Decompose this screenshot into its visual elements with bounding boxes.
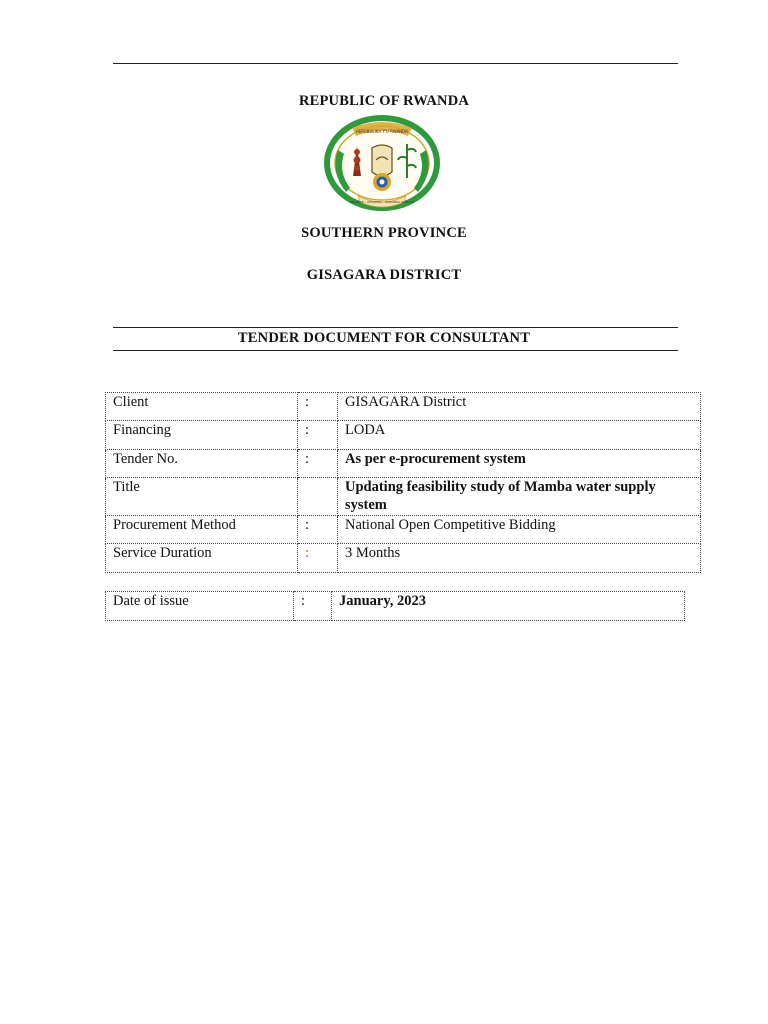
row-separator: :	[298, 544, 338, 573]
issue-separator: :	[294, 592, 332, 621]
table-row	[106, 478, 701, 516]
row-separator: :	[298, 450, 338, 478]
row-value: GISAGARA District	[338, 393, 701, 421]
row-value: LODA	[338, 421, 701, 450]
table-row	[106, 450, 701, 478]
row-separator: :	[298, 516, 338, 544]
table-row	[106, 592, 685, 621]
table-row	[106, 393, 701, 421]
row-value: Updating feasibility study of Mamba water supply system	[338, 478, 701, 516]
table-row	[106, 516, 701, 544]
row-label: Title	[106, 478, 298, 516]
district-heading: GISAGARA DISTRICT	[306, 267, 462, 283]
top-rule	[113, 63, 678, 64]
table-row	[106, 544, 701, 573]
emblem-bottom-text: UBUMWE - UMURIMO - GUKUNDA IGIHUGU	[350, 200, 414, 204]
issue-date-table	[105, 591, 685, 621]
row-value: National Open Competitive Bidding	[338, 516, 701, 544]
row-value: As per e-procurement system	[338, 450, 701, 478]
row-label: Financing	[106, 421, 298, 450]
title-bottom-rule	[113, 350, 678, 351]
country-heading: REPUBLIC OF RWANDA	[298, 93, 470, 109]
province-heading: SOUTHERN PROVINCE	[301, 225, 467, 241]
row-value: 3 Months	[338, 544, 701, 573]
table-row	[106, 421, 701, 450]
document-title: TENDER DOCUMENT FOR CONSULTANT	[237, 330, 531, 346]
row-label: Service Duration	[106, 544, 298, 573]
issue-date-value: January, 2023	[332, 592, 685, 621]
issue-label: Date of issue	[106, 592, 294, 621]
row-label: Procurement Method	[106, 516, 298, 544]
row-separator: :	[298, 421, 338, 450]
emblem-top-text: REPUBULIKA Y'U RWANDA	[356, 129, 408, 134]
row-label: Client	[106, 393, 298, 421]
coat-of-arms-icon	[322, 114, 442, 214]
row-separator: :	[298, 393, 338, 421]
row-separator	[298, 478, 338, 516]
title-top-rule	[113, 327, 678, 328]
row-label: Tender No.	[106, 450, 298, 478]
tender-details-table	[105, 392, 701, 573]
